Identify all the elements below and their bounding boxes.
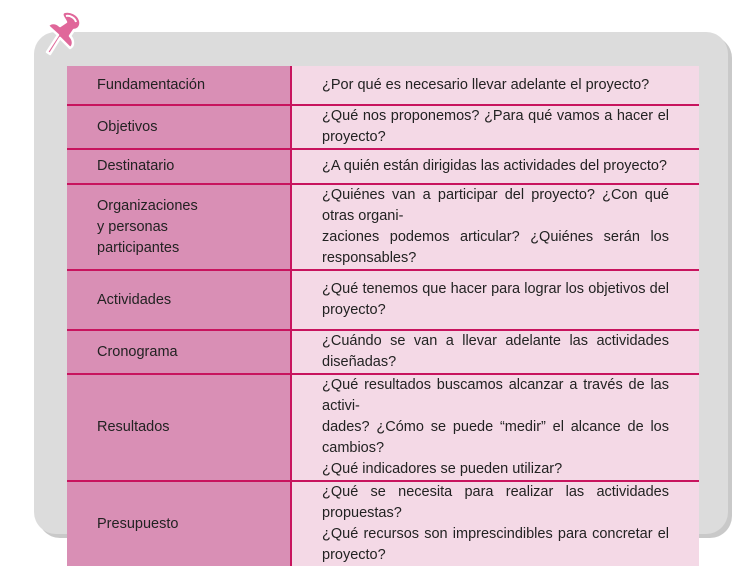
row-question: ¿Qué nos proponemos? ¿Para qué vamos a hacer el proyecto? <box>291 105 699 149</box>
row-question: ¿Qué resultados buscamos alcanzar a través de las activi- dades? ¿Cómo se puede “medir” el alcance de los cambios? ¿Qué indicadores se pueden utilizar? <box>291 374 699 481</box>
row-label: Destinatario <box>67 149 291 184</box>
project-planning-table <box>67 66 699 566</box>
row-label: Organizaciones y personas participantes <box>67 184 291 270</box>
row-label: Cronograma <box>67 330 291 374</box>
table-row <box>67 105 699 149</box>
table-row <box>67 270 699 330</box>
row-question: ¿Quiénes van a participar del proyecto? ¿Con qué otras organi- zaciones podemos articular? ¿Quiénes serán los responsables? <box>291 184 699 270</box>
pushpin-icon <box>40 8 86 60</box>
row-question: ¿A quién están dirigidas las actividades del proyecto? <box>291 149 699 184</box>
row-question: ¿Qué tenemos que hacer para lograr los objetivos del proyecto? <box>291 270 699 330</box>
row-question: ¿Qué se necesita para realizar las actividades propuestas? ¿Qué recursos son imprescindibles para concretar el proyecto? <box>291 481 699 566</box>
row-question: ¿Por qué es necesario llevar adelante el proyecto? <box>291 66 699 105</box>
table-row <box>67 330 699 374</box>
table-row <box>67 374 699 481</box>
table-row <box>67 66 699 105</box>
row-label: Resultados <box>67 374 291 481</box>
table-row <box>67 149 699 184</box>
row-label: Actividades <box>67 270 291 330</box>
row-label: Fundamentación <box>67 66 291 105</box>
row-label: Objetivos <box>67 105 291 149</box>
table-row <box>67 481 699 566</box>
table-row <box>67 184 699 270</box>
row-question: ¿Cuándo se van a llevar adelante las actividades diseñadas? <box>291 330 699 374</box>
row-label: Presupuesto <box>67 481 291 566</box>
